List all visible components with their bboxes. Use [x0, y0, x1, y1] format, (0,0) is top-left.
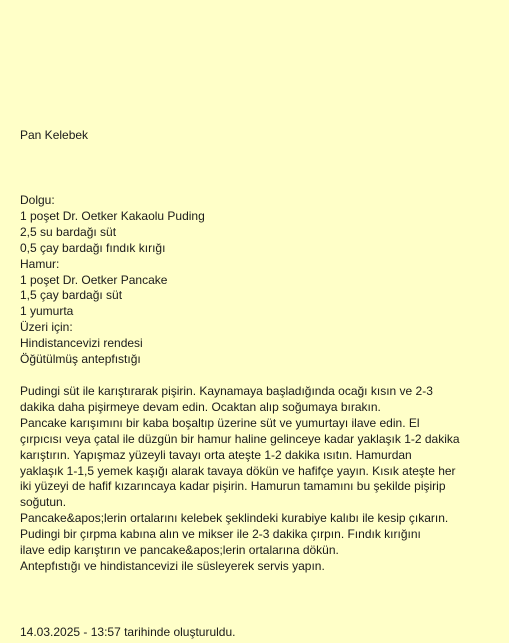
ingredient-line: Öğütülmüş antepfıstığı [20, 352, 141, 367]
instruction-line: yaklaşık 1-1,5 yemek kaşığı alarak tavaya dökün ve hafifçe yayın. Kısık ateşte her [20, 463, 456, 478]
recipe-title: Pan Kelebek [20, 128, 89, 142]
instructions-text [20, 384, 475, 575]
instruction-line: ilave edip karıştırın ve pancake&apos;lerin ortalarına dökün. [20, 543, 339, 558]
ingredient-line: 0,5 çay bardağı fındık kırığı [20, 240, 166, 255]
ingredient-line: Dolgu: [20, 193, 55, 207]
ingredient-line: 1 yumurta [20, 304, 74, 319]
ingredient-line: 1,5 çay bardağı süt [20, 288, 123, 303]
instruction-line: Antepfıstığı ve hindistancevizi ile süsleyerek servis yapın. [20, 558, 325, 573]
instruction-line: dakika daha pişirmeye devam edin. Ocaktan alıp soğumaya bırakın. [20, 399, 381, 414]
instruction-line: karıştırın. Yapışmaz yüzeyli tavayı orta ateşte 1-2 dakika ısıtın. Hamurdan [20, 447, 412, 462]
instruction-line: soğutun. [20, 495, 67, 510]
ingredient-line: Hindistancevizi rendesi [20, 336, 143, 351]
ingredient-line: 1 poşet Dr. Oetker Pancake [20, 272, 168, 287]
ingredients-list [20, 193, 205, 368]
ingredient-line: 1 poşet Dr. Oetker Kakaolu Puding [20, 208, 205, 223]
instruction-line: Pudingi bir çırpma kabına alın ve mikser ile 2-3 dakika çırpın. Fındık kırığını [20, 527, 421, 542]
instruction-line: Pancake&apos;lerin ortalarını kelebek şeklindeki kurabiye kalıbı ile kesip çıkarın. [20, 511, 449, 526]
created-timestamp: 14.03.2025 - 13:57 tarihinde oluşturuldu. [20, 625, 236, 639]
instruction-line: Pudingi süt ile karıştırarak pişirin. Kaynamaya başladığında ocağı kısın ve 2-3 [20, 384, 433, 398]
ingredient-line: Hamur: [20, 256, 60, 271]
instruction-line: Pancake karışımını bir kaba boşaltıp üzerine süt ve yumurtayı ilave edin. El [20, 415, 420, 430]
instruction-line: çırpıcısı veya çatal ile düzgün bir hamur haline gelinceye kadar yaklaşık 1-2 dakika [20, 431, 460, 446]
ingredient-line: Üzeri için: [20, 320, 73, 335]
ingredient-line: 2,5 su bardağı süt [20, 224, 117, 239]
instruction-line: iki yüzeyi de hafif kızarıncaya kadar pişirin. Hamurun tamamını bu şekilde pişirip [20, 479, 446, 494]
